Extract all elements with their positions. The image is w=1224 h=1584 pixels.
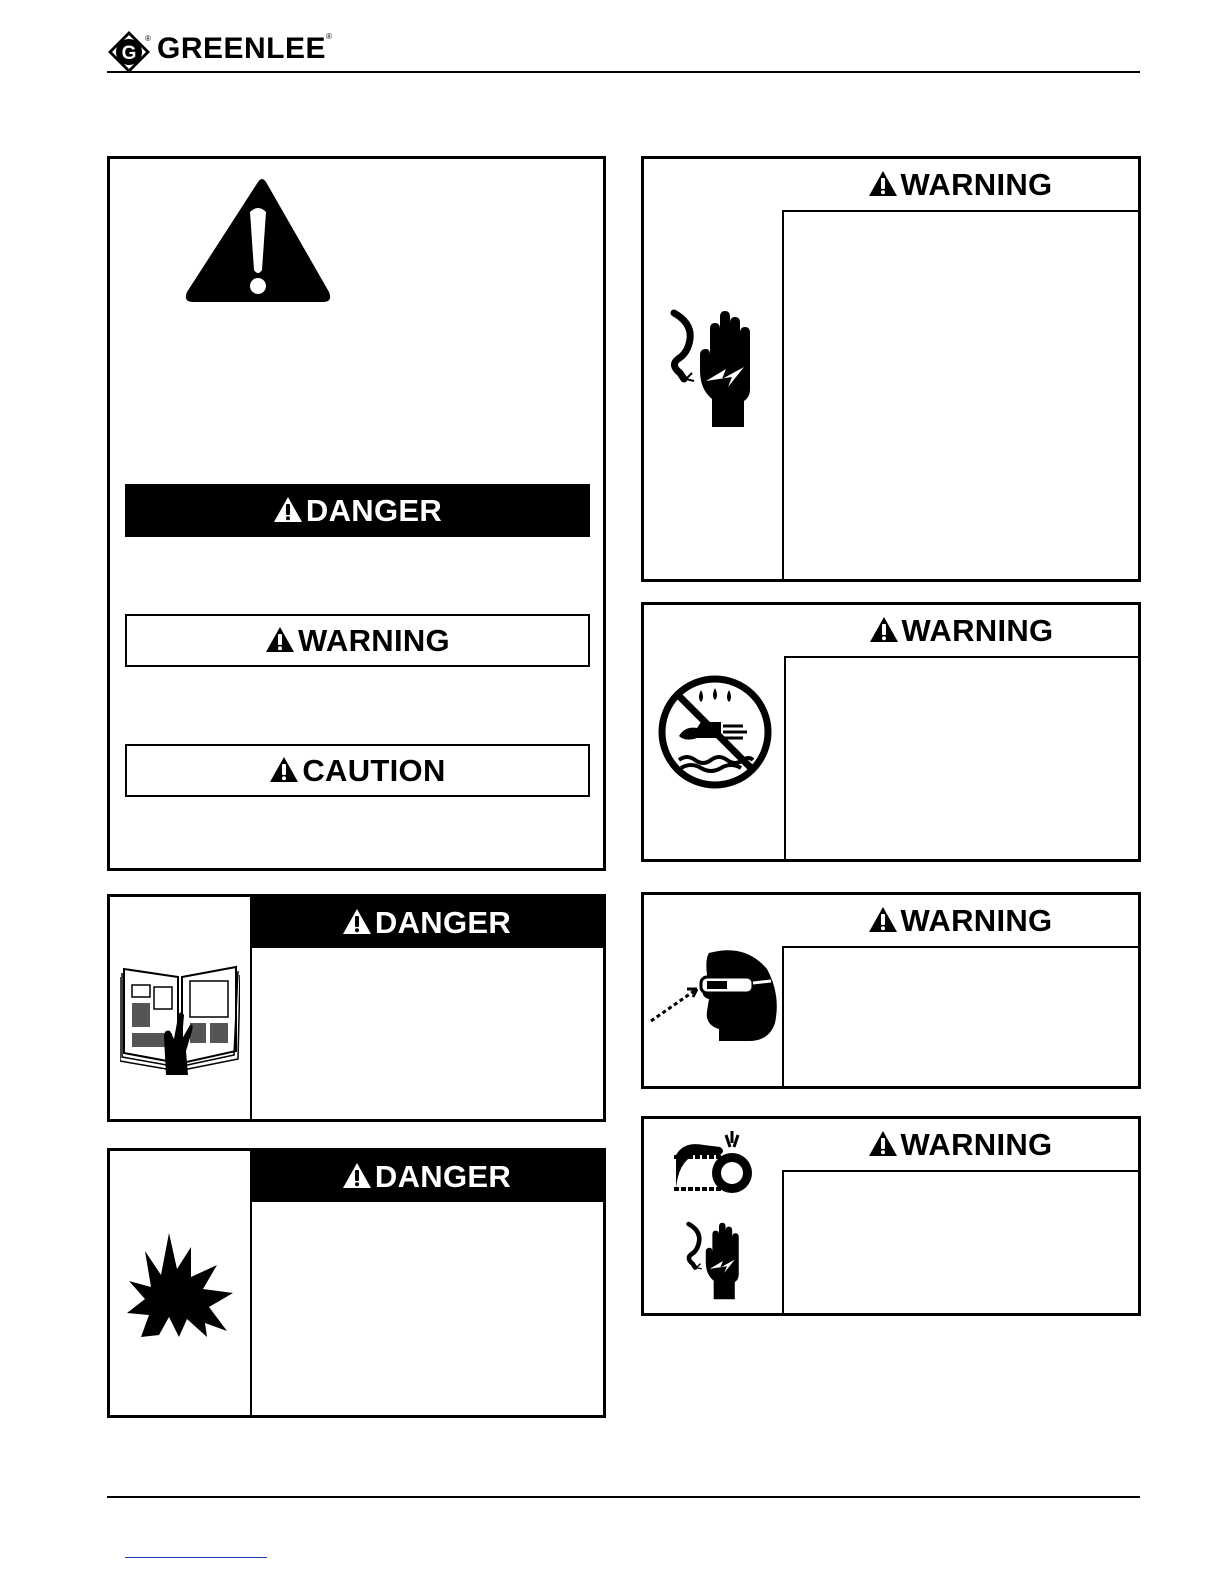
icon-column xyxy=(644,159,784,579)
warning-eye-protection-box xyxy=(641,892,1141,1089)
warning-signal-panel xyxy=(125,614,590,667)
logo-registered-mark: ® xyxy=(145,34,151,43)
logo-letter: G xyxy=(121,43,137,64)
safety-alert-symbol-box xyxy=(107,156,606,871)
header-rule xyxy=(107,71,1140,73)
electric-shock-hand-icon xyxy=(664,309,764,429)
signal-word: WARNING xyxy=(900,166,1053,202)
icon-column xyxy=(644,605,786,859)
content-column xyxy=(250,897,603,1119)
alert-triangle-icon xyxy=(342,908,372,935)
warning-banner xyxy=(782,1119,1138,1172)
alert-triangle-icon xyxy=(342,1162,372,1189)
signal-word: DANGER xyxy=(305,492,443,528)
read-manual-icon xyxy=(120,955,240,1075)
pinch-point-icon xyxy=(674,1129,764,1199)
warning-no-water-box xyxy=(641,602,1141,862)
danger-explosion-box xyxy=(107,1148,606,1418)
electric-shock-hand-icon xyxy=(682,1221,748,1301)
explosion-icon xyxy=(125,1231,235,1341)
brand-name xyxy=(157,32,332,66)
alert-triangle-icon xyxy=(269,756,299,783)
danger-banner xyxy=(250,1151,603,1202)
danger-signal-panel xyxy=(125,484,590,537)
eye-protection-icon xyxy=(649,945,779,1045)
content-column xyxy=(784,605,1138,859)
content-column xyxy=(250,1151,603,1415)
danger-banner xyxy=(250,897,603,948)
content-column xyxy=(782,159,1138,579)
warning-banner xyxy=(782,895,1138,948)
warning-electric-shock-box xyxy=(641,156,1141,582)
danger-read-manual-box xyxy=(107,894,606,1122)
large-alert-triangle-icon xyxy=(183,176,333,306)
signal-word: WARNING xyxy=(901,612,1054,648)
icon-column xyxy=(644,895,784,1086)
page-header xyxy=(107,28,1140,74)
signal-word: CAUTION xyxy=(302,752,446,788)
alert-triangle-icon xyxy=(869,616,899,643)
signal-word: WARNING xyxy=(900,1126,1053,1162)
signal-word: WARNING xyxy=(298,622,450,658)
alert-triangle-icon xyxy=(265,626,295,653)
warning-banner xyxy=(784,605,1138,658)
content-column xyxy=(782,895,1138,1086)
signal-word: DANGER xyxy=(374,904,512,940)
content-column xyxy=(782,1119,1138,1313)
warning-pinch-and-shock-box xyxy=(641,1116,1141,1316)
icon-column xyxy=(110,897,252,1119)
icon-column xyxy=(644,1119,784,1313)
alert-triangle-icon xyxy=(868,906,898,933)
caution-signal-panel xyxy=(125,744,590,797)
signal-word: DANGER xyxy=(374,1158,512,1194)
footer-rule xyxy=(107,1496,1140,1498)
alert-triangle-icon xyxy=(868,1130,898,1157)
icon-column xyxy=(110,1151,252,1415)
alert-triangle-icon xyxy=(273,496,303,523)
brand-text: GREENLEE xyxy=(157,32,327,65)
signal-word: WARNING xyxy=(900,902,1053,938)
no-water-icon xyxy=(657,674,773,790)
warning-banner xyxy=(782,159,1138,212)
brand-registered-mark: ® xyxy=(326,32,333,41)
footer-link-underline[interactable] xyxy=(125,1557,267,1558)
alert-triangle-icon xyxy=(868,170,898,197)
